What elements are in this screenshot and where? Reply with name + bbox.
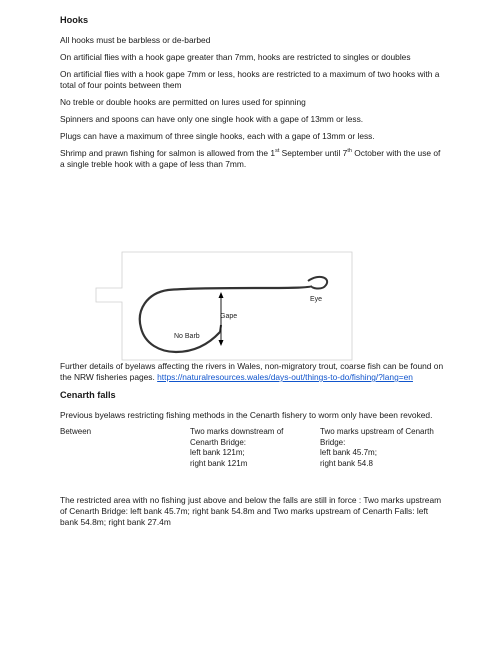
hooks-rule-spinners: Spinners and spoons can have only one single hook with a gape of 13mm or less. [60, 114, 364, 124]
further-details: Further details of byelaws affecting the rivers in Wales, non-migratory trout, coarse fish can be found on the NRW fisheries pages. https://naturalresources.wales/days-out/things-to-do/fishing/?lang=en [60, 361, 444, 382]
hooks-rule-barbless: All hooks must be barbless or de-barbed [60, 35, 211, 45]
cenarth-marks-table [60, 427, 444, 469]
hooks-rule-small-gape: On artificial flies with a hook gape 7mm or less, hooks are restricted to a maximum of two hooks with a total of four points between them [60, 69, 440, 90]
upstream-marks: Two marks upstream of Cenarth Bridge: left bank 45.7m; right bank 54.8 [320, 427, 434, 468]
between-label: Between [60, 427, 92, 436]
hooks-rule-shrimp: Shrimp and prawn fishing for salmon is allowed from the 1st September until 7th October with the use of a single treble hook with a gape of less than 7mm. [60, 148, 441, 169]
cenarth-intro: Previous byelaws restricting fishing methods in the Cenarth fishery to worm only have been revoked. [60, 410, 433, 420]
restricted-area: The restricted area with no fishing just above and below the falls are still in force : Two marks upstream of Cenarth Bridge: left bank 45.7m; right bank 54.8m and Two marks upstream of Cenarth Falls: left bank 54.8m; right bank 27.4m [60, 495, 442, 527]
hooks-rule-spinning: No treble or double hooks are permitted on lures used for spinning [60, 97, 306, 107]
hook-diagram-svg [94, 250, 354, 362]
gape-label: Gape [220, 313, 238, 320]
hooks-rule-large-gape: On artificial flies with a hook gape greater than 7mm, hooks are restricted to singles or doubles [60, 52, 411, 62]
gape-arrow-head-bottom [219, 340, 224, 346]
no-barb-label: No Barb [174, 333, 200, 340]
eye-label: Eye [310, 296, 323, 303]
hook-eye [308, 277, 327, 289]
hooks-heading: Hooks [60, 15, 89, 25]
nrw-fisheries-link[interactable]: https://naturalresources.wales/days-out/things-to-do/fishing/?lang=en [157, 372, 413, 382]
gape-arrow-head-top [219, 292, 224, 298]
cenarth-heading: Cenarth falls [60, 390, 116, 400]
diagram-frame [96, 252, 352, 360]
hooks-rule-plugs: Plugs can have a maximum of three single hooks, each with a gape of 13mm or less. [60, 131, 375, 141]
hook-diagram [94, 250, 354, 362]
downstream-marks: Two marks downstream of Cenarth Bridge: left bank 121m; right bank 121m [190, 427, 284, 468]
